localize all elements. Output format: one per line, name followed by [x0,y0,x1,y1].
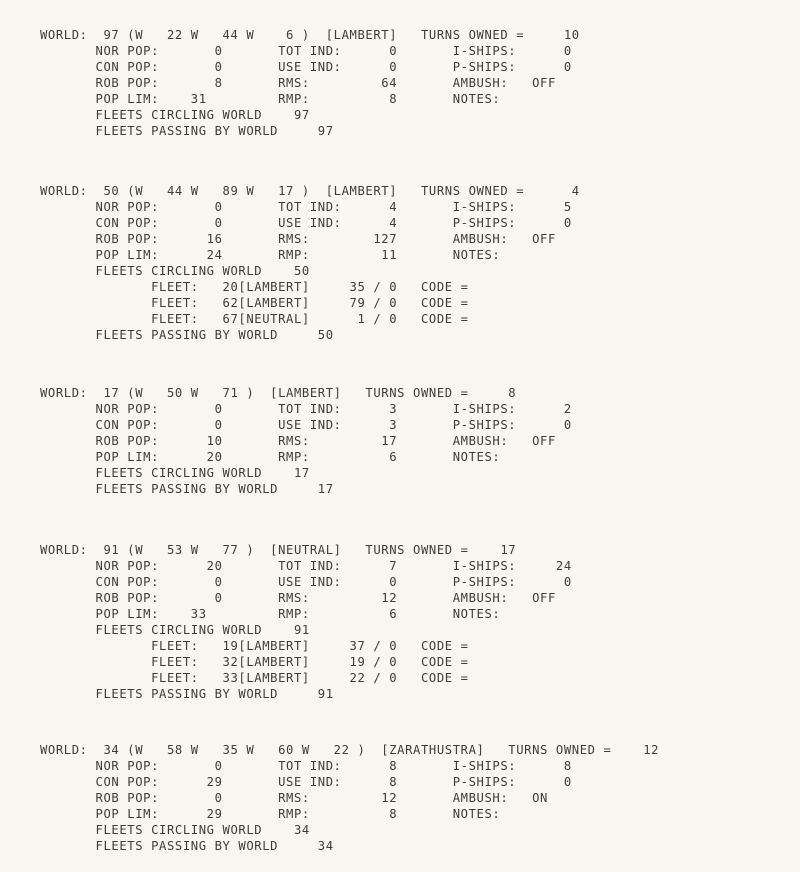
rob-pop-line: ROB POP: 10 RMS: 17 AMBUSH: OFF [40,434,556,448]
fleets-circling-line: FLEETS CIRCLING WORLD 91 [40,623,310,637]
nor-pop-line: NOR POP: 0 TOT IND: 8 I-SHIPS: 8 [40,759,572,773]
fleets-passing-line: FLEETS PASSING BY WORLD 97 [40,124,334,138]
nor-pop-line: NOR POP: 0 TOT IND: 0 I-SHIPS: 0 [40,44,572,58]
pop-lim-line: POP LIM: 24 RMP: 11 NOTES: [40,248,501,262]
con-pop-line: CON POP: 0 USE IND: 3 P-SHIPS: 0 [40,418,572,432]
fleet-line: FLEET: 20[LAMBERT] 35 / 0 CODE = [40,280,469,294]
world-header: WORLD: 97 (W 22 W 44 W 6 ) [LAMBERT] TURNS OWNED = 10 [40,28,580,42]
pop-lim-line: POP LIM: 29 RMP: 8 NOTES: [40,807,501,821]
rob-pop-line: ROB POP: 16 RMS: 127 AMBUSH: OFF [40,232,556,246]
world-header: WORLD: 91 (W 53 W 77 ) [NEUTRAL] TURNS OWNED = 17 [40,543,517,557]
fleet-line: FLEET: 33[LAMBERT] 22 / 0 CODE = [40,671,469,685]
fleet-line: FLEET: 67[NEUTRAL] 1 / 0 CODE = [40,312,469,326]
pop-lim-line: POP LIM: 33 RMP: 6 NOTES: [40,607,501,621]
nor-pop-line: NOR POP: 0 TOT IND: 3 I-SHIPS: 2 [40,402,572,416]
fleet-line: FLEET: 62[LAMBERT] 79 / 0 CODE = [40,296,469,310]
fleets-passing-line: FLEETS PASSING BY WORLD 91 [40,687,334,701]
fleet-line: FLEET: 32[LAMBERT] 19 / 0 CODE = [40,655,469,669]
rob-pop-line: ROB POP: 0 RMS: 12 AMBUSH: ON [40,791,548,805]
world-header: WORLD: 50 (W 44 W 89 W 17 ) [LAMBERT] TURNS OWNED = 4 [40,184,580,198]
pop-lim-line: POP LIM: 20 RMP: 6 NOTES: [40,450,501,464]
world-header: WORLD: 34 (W 58 W 35 W 60 W 22 ) [ZARATHUSTRA] TURNS OWNED = 12 [40,743,660,757]
con-pop-line: CON POP: 0 USE IND: 4 P-SHIPS: 0 [40,216,572,230]
nor-pop-line: NOR POP: 20 TOT IND: 7 I-SHIPS: 24 [40,559,572,573]
con-pop-line: CON POP: 29 USE IND: 8 P-SHIPS: 0 [40,775,572,789]
nor-pop-line: NOR POP: 0 TOT IND: 4 I-SHIPS: 5 [40,200,572,214]
fleets-circling-line: FLEETS CIRCLING WORLD 97 [40,108,310,122]
fleets-passing-line: FLEETS PASSING BY WORLD 34 [40,839,334,853]
rob-pop-line: ROB POP: 0 RMS: 12 AMBUSH: OFF [40,591,556,605]
fleets-passing-line: FLEETS PASSING BY WORLD 17 [40,482,334,496]
fleets-passing-line: FLEETS PASSING BY WORLD 50 [40,328,334,342]
world-header: WORLD: 17 (W 50 W 71 ) [LAMBERT] TURNS OWNED = 8 [40,386,517,400]
fleets-circling-line: FLEETS CIRCLING WORLD 50 [40,264,310,278]
rob-pop-line: ROB POP: 8 RMS: 64 AMBUSH: OFF [40,76,556,90]
con-pop-line: CON POP: 0 USE IND: 0 P-SHIPS: 0 [40,575,572,589]
con-pop-line: CON POP: 0 USE IND: 0 P-SHIPS: 0 [40,60,572,74]
pop-lim-line: POP LIM: 31 RMP: 8 NOTES: [40,92,501,106]
fleets-circling-line: FLEETS CIRCLING WORLD 17 [40,466,310,480]
fleets-circling-line: FLEETS CIRCLING WORLD 34 [40,823,310,837]
fleet-line: FLEET: 19[LAMBERT] 37 / 0 CODE = [40,639,469,653]
